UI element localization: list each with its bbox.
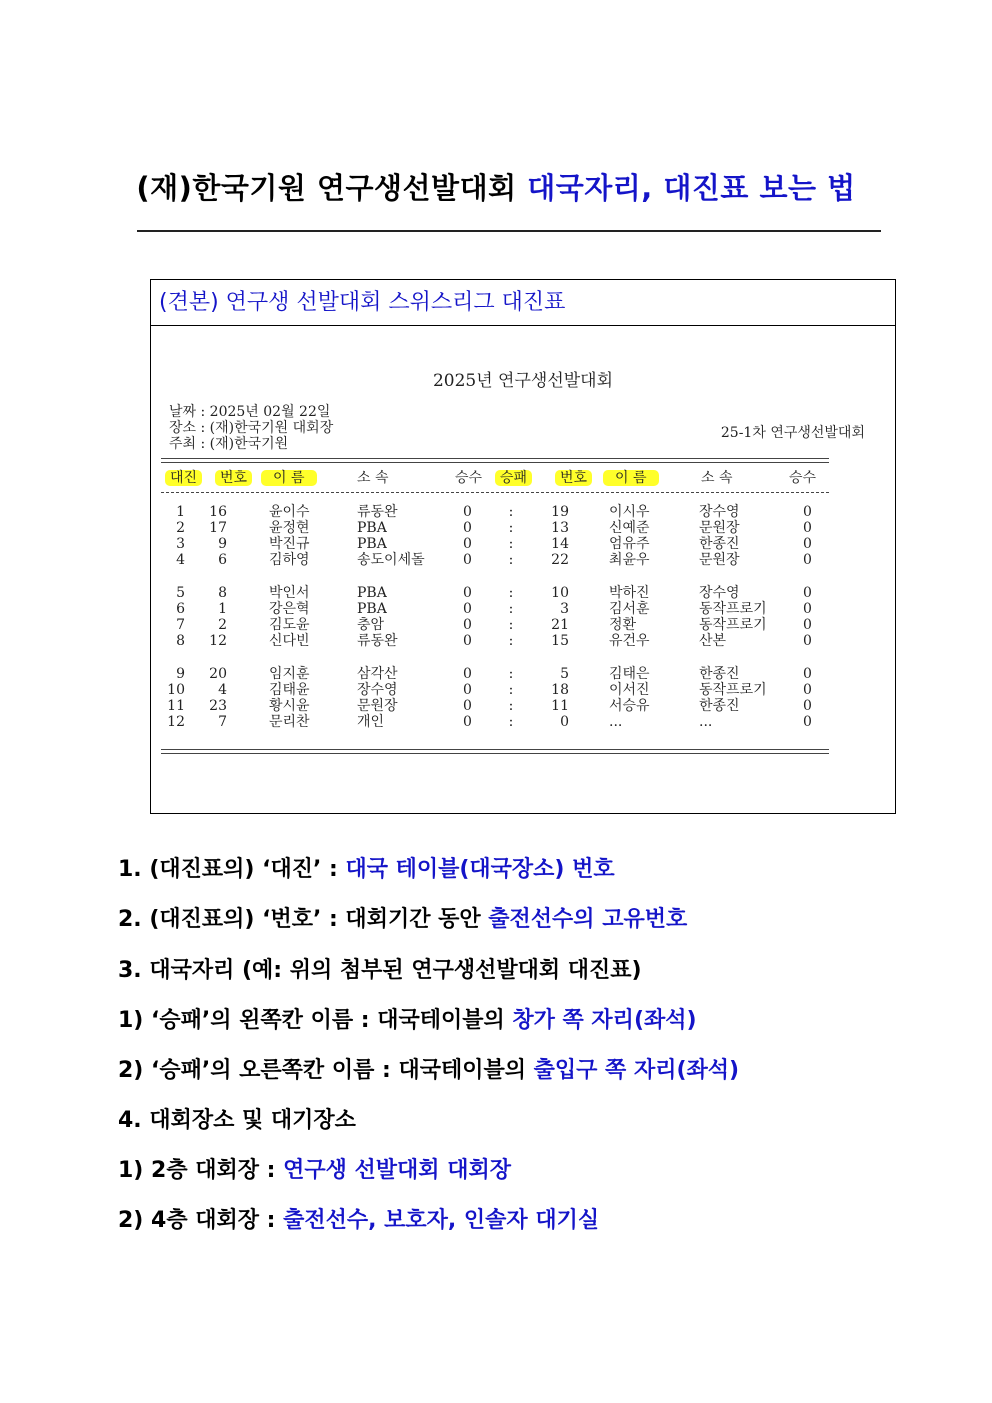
cell-result-sep: : xyxy=(508,536,514,552)
cell-result-sep: : xyxy=(508,698,514,714)
cell-result-sep: : xyxy=(508,504,514,520)
cell-player-club-left: PBA xyxy=(357,536,387,552)
cell-player-club-left: 개인 xyxy=(357,714,385,730)
cell-player-name-left: 윤이수 xyxy=(269,504,310,520)
cell-result-sep: : xyxy=(508,666,514,682)
cell-player-name-right: 서승유 xyxy=(609,698,650,714)
cell-player-club-right: 한종진 xyxy=(699,666,740,682)
cell-wins-right: 0 xyxy=(803,666,812,682)
cell-wins-left: 0 xyxy=(463,585,472,601)
cell-player-name-left: 황시윤 xyxy=(269,698,310,714)
explanation-item-3: 3. 대국자리 (예: 위의 첨부된 연구생선발대회 대진표) xyxy=(118,958,642,983)
cell-result-sep: : xyxy=(508,552,514,568)
cell-player-no-left: 1 xyxy=(218,601,227,617)
cell-player-club-right: 문원장 xyxy=(699,520,740,536)
cell-table-no: 11 xyxy=(167,698,185,714)
cell-player-club-left: 류동완 xyxy=(357,633,398,649)
cell-player-club-right: 장수영 xyxy=(699,585,740,601)
cell-table-no: 12 xyxy=(167,714,185,730)
cell-table-no: 1 xyxy=(176,504,185,520)
col-header-table: 대진 xyxy=(165,466,202,490)
explanation-item-4-1: 1) 2층 대회장 : 연구생 선발대회 대회장 xyxy=(118,1158,511,1183)
cell-player-no-left: 8 xyxy=(218,585,227,601)
cell-player-club-right: 한종진 xyxy=(699,698,740,714)
cell-player-name-right: 최윤우 xyxy=(609,552,650,568)
title-underline xyxy=(137,230,881,232)
cell-player-no-left: 7 xyxy=(218,714,227,730)
cell-player-club-right: 동작프로기 xyxy=(699,682,767,698)
cell-wins-right: 0 xyxy=(803,617,812,633)
explanation-item-3-2: 2) ‘승패’의 오른쪽칸 이름 : 대국테이블의 출입구 쪽 자리(좌석) xyxy=(118,1058,740,1083)
cell-wins-left: 0 xyxy=(463,682,472,698)
explanation-item-2: 2. (대진표의) ‘번호’ : 대회기간 동안 출전선수의 고유번호 xyxy=(118,907,688,932)
cell-wins-right: 0 xyxy=(803,504,812,520)
col-header-club-left: 소 속 xyxy=(357,470,389,486)
cell-result-sep: : xyxy=(508,682,514,698)
cell-wins-right: 0 xyxy=(803,536,812,552)
cell-player-club-right: 산본 xyxy=(699,633,727,649)
cell-player-club-right: 한종진 xyxy=(699,536,740,552)
col-header-name-left: 이 름 xyxy=(261,466,317,490)
cell-table-no: 2 xyxy=(176,520,185,536)
cell-wins-left: 0 xyxy=(463,552,472,568)
cell-player-name-left: 임지훈 xyxy=(269,666,310,682)
cell-wins-left: 0 xyxy=(463,504,472,520)
cell-wins-left: 0 xyxy=(463,536,472,552)
cell-player-name-right: 박하진 xyxy=(609,585,650,601)
cell-player-club-right: 동작프로기 xyxy=(699,601,767,617)
cell-table-no: 4 xyxy=(176,552,185,568)
cell-player-no-right: 21 xyxy=(551,617,569,633)
cell-result-sep: : xyxy=(508,601,514,617)
cell-player-no-left: 17 xyxy=(209,520,227,536)
cell-wins-right: 0 xyxy=(803,520,812,536)
meta-date: 날짜 : 2025년 02월 22일 xyxy=(169,404,331,420)
cell-player-name-left: 박인서 xyxy=(269,585,310,601)
cell-table-no: 6 xyxy=(176,601,185,617)
page-title-highlight: 대국자리, 대진표 보는 법 xyxy=(527,171,856,205)
cell-table-no: 7 xyxy=(176,617,185,633)
header-bottom-rule xyxy=(161,492,829,493)
cell-player-name-right: 이서진 xyxy=(609,682,650,698)
cell-player-no-left: 9 xyxy=(218,536,227,552)
cell-player-club-left: 문원장 xyxy=(357,698,398,714)
cell-player-club-left: 류동완 xyxy=(357,504,398,520)
round-label: 25-1차 연구생선발대회 xyxy=(720,425,865,441)
cell-result-sep: : xyxy=(508,585,514,601)
cell-table-no: 9 xyxy=(176,666,185,682)
cell-player-no-right: 22 xyxy=(551,552,569,568)
cell-player-no-right: 18 xyxy=(551,682,569,698)
cell-wins-left: 0 xyxy=(463,714,472,730)
cell-player-no-right: 15 xyxy=(551,633,569,649)
cell-player-no-right: 5 xyxy=(560,666,569,682)
cell-wins-left: 0 xyxy=(463,666,472,682)
cell-player-name-left: 김도윤 xyxy=(269,617,310,633)
cell-player-no-right: 0 xyxy=(560,714,569,730)
cell-wins-left: 0 xyxy=(463,601,472,617)
cell-player-club-left: PBA xyxy=(357,585,387,601)
col-header-club-right: 소 속 xyxy=(701,470,733,486)
cell-wins-right: 0 xyxy=(803,633,812,649)
cell-player-name-right: 정환 xyxy=(609,617,637,633)
cell-player-club-left: PBA xyxy=(357,601,387,617)
cell-result-sep: : xyxy=(508,714,514,730)
col-header-number-right: 번호 xyxy=(555,466,592,490)
bracket-doc-title: 2025년 연구생선발대회 xyxy=(432,371,614,391)
col-header-result: 승패 xyxy=(495,466,532,490)
cell-player-name-right: 김서훈 xyxy=(609,601,650,617)
cell-wins-left: 0 xyxy=(463,520,472,536)
cell-player-no-left: 20 xyxy=(209,666,227,682)
cell-player-name-right: 김태은 xyxy=(609,666,650,682)
cell-player-name-left: 강은혁 xyxy=(269,601,310,617)
col-header-wins-left: 승수 xyxy=(455,470,483,486)
cell-player-no-left: 4 xyxy=(218,682,227,698)
cell-player-no-right: 3 xyxy=(560,601,569,617)
page-title-main: (재)한국기원 연구생선발대회 xyxy=(136,171,517,205)
cell-player-club-left: 삼각산 xyxy=(357,666,398,682)
cell-player-no-left: 2 xyxy=(218,617,227,633)
cell-player-name-right: 이시우 xyxy=(609,504,650,520)
cell-player-no-right: 11 xyxy=(551,698,569,714)
meta-host: 주최 : (재)한국기원 xyxy=(169,436,289,452)
header-top-rule xyxy=(161,458,829,463)
col-header-number-left: 번호 xyxy=(215,466,252,490)
cell-player-no-right: 19 xyxy=(551,504,569,520)
cell-result-sep: : xyxy=(508,520,514,536)
cell-table-no: 10 xyxy=(167,682,185,698)
cell-result-sep: : xyxy=(508,617,514,633)
sample-bracket-box xyxy=(150,279,896,814)
cell-player-name-left: 신다빈 xyxy=(269,633,310,649)
cell-player-name-left: 김하영 xyxy=(269,552,310,568)
cell-player-no-left: 16 xyxy=(209,504,227,520)
bracket-scan xyxy=(151,326,895,813)
cell-wins-right: 0 xyxy=(803,552,812,568)
cell-player-club-left: PBA xyxy=(357,520,387,536)
cell-wins-right: 0 xyxy=(803,682,812,698)
cell-player-name-right: 유건우 xyxy=(609,633,650,649)
cell-player-name-right: 엄유주 xyxy=(609,536,650,552)
cell-player-club-left: 장수영 xyxy=(357,682,398,698)
cell-player-club-right: 문원장 xyxy=(699,552,740,568)
cell-player-name-right: ... xyxy=(609,714,623,730)
cell-player-club-right: ... xyxy=(699,714,713,730)
explanation-item-1: 1. (대진표의) ‘대진’ : 대국 테이블(대국장소) 번호 xyxy=(118,857,615,882)
cell-player-name-left: 김태윤 xyxy=(269,682,310,698)
cell-player-club-right: 동작프로기 xyxy=(699,617,767,633)
cell-player-name-right: 신예준 xyxy=(609,520,650,536)
cell-player-no-right: 14 xyxy=(551,536,569,552)
cell-player-name-left: 박진규 xyxy=(269,536,310,552)
cell-table-no: 5 xyxy=(176,585,185,601)
cell-player-no-right: 10 xyxy=(551,585,569,601)
cell-player-no-right: 13 xyxy=(551,520,569,536)
cell-player-club-left: 충암 xyxy=(357,617,385,633)
col-header-name-right: 이 름 xyxy=(603,466,659,490)
explanation-item-4-2: 2) 4층 대회장 : 출전선수, 보호자, 인솔자 대기실 xyxy=(118,1208,600,1233)
cell-wins-left: 0 xyxy=(463,633,472,649)
explanation-item-4: 4. 대회장소 및 대기장소 xyxy=(118,1108,356,1133)
cell-wins-left: 0 xyxy=(463,617,472,633)
sample-box-header: (견본) 연구생 선발대회 스위스리그 대진표 xyxy=(151,280,895,326)
cell-player-no-left: 12 xyxy=(209,633,227,649)
col-header-wins-right: 승수 xyxy=(789,470,817,486)
cell-player-no-left: 6 xyxy=(218,552,227,568)
meta-venue: 장소 : (재)한국기원 대회장 xyxy=(169,420,334,436)
cell-player-name-left: 윤정현 xyxy=(269,520,310,536)
cell-wins-right: 0 xyxy=(803,698,812,714)
cell-player-name-left: 문리찬 xyxy=(269,714,310,730)
cell-wins-right: 0 xyxy=(803,714,812,730)
explanation-item-3-1: 1) ‘승패’의 왼쪽칸 이름 : 대국테이블의 창가 쪽 자리(좌석) xyxy=(118,1008,697,1033)
cell-player-club-right: 장수영 xyxy=(699,504,740,520)
table-bottom-rule xyxy=(161,749,829,754)
page-title xyxy=(0,166,992,207)
cell-wins-left: 0 xyxy=(463,698,472,714)
cell-table-no: 8 xyxy=(176,633,185,649)
cell-player-club-left: 송도이세돌 xyxy=(357,552,425,568)
cell-wins-right: 0 xyxy=(803,585,812,601)
cell-table-no: 3 xyxy=(176,536,185,552)
cell-result-sep: : xyxy=(508,633,514,649)
cell-player-no-left: 23 xyxy=(209,698,227,714)
cell-wins-right: 0 xyxy=(803,601,812,617)
